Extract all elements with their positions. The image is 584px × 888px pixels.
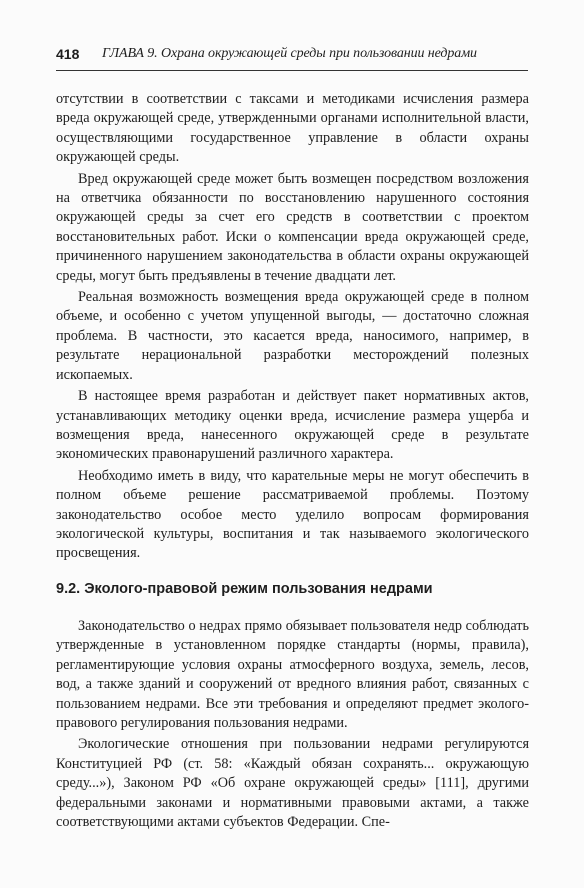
section-heading: 9.2. Эколого-правовой режим пользования недрами [56,581,433,597]
paragraph: Вред окружающей среде может быть возмещен посредством возложения на ответчика обязанности по восстановлению нарушенного состояния окружающей среды за счет его средств в соответствии с проектом восстановительных работ. Иски о компенсации вреда окружающей среде, причиненного нарушением законодательства в области охраны окружающей среды, могут быть предъявлены в течение двадцати лет. [56,170,529,284]
paragraph: В настоящее время разработан и действует пакет нормативных актов, устанавливающих методику оценки вреда, исчисление размера ущерба и возмещения вреда, нанесенного окружающей среде в результате экономических правонарушений различного характера. [56,388,529,463]
paragraph: Законодательство о недрах прямо обязывает пользователя недр соблюдать утвержденные в установленном порядке стандарты (нормы, правила), регламентирующие условия охраны атмосферного воздуха, земель, лесов, вод, а также зданий и сооружений от вредного влияния работ, связанных с пользованием недрами. Все эти требования и определяют предмет эколого-правового регулирования пользования недрами. [56,618,529,732]
paragraph: Экологические отношения при пользовании недрами регулируются Конституцией РФ (ст. 58: «Каждый обязан сохранять... окружающую среду...»), Законом РФ «Об охране окружающей среды» [111], другими федеральными законами и нормативными правовыми актами, а также соответствующими актами субъектов Федерации. Спе- [56,736,529,831]
section-body-text [56,617,529,832]
page-header [56,46,528,72]
header-divider [56,70,528,71]
paragraph: Необходимо иметь в виду, что карательные меры не могут обеспечить в полном объеме решение рассматриваемой проблемы. Поэтому законодательство особое место уделило вопросам формирования экологической культуры, воспитания и так называемого экологического просвещения. [56,467,529,562]
running-title: ГЛАВА 9. Охрана окружающей среды при пользовании недрами [102,46,477,61]
paragraph-continuation: отсутствии в соответствии с таксами и методиками исчисления размера вреда окружающей среде, утвержденными органами исполнительной власти, осуществляющими государственное управление в области охраны окружающей среды. [56,91,529,166]
body-text [56,90,529,564]
page-number: 418 [56,46,80,62]
paragraph: Реальная возможность возмещения вреда окружающей среде в полном объеме, и особенно с учетом упущенной выгоды, — достаточно сложная проблема. В частности, это касается вреда, наносимого, например, в результате нерациональной разработки месторождений полезных ископаемых. [56,289,529,383]
